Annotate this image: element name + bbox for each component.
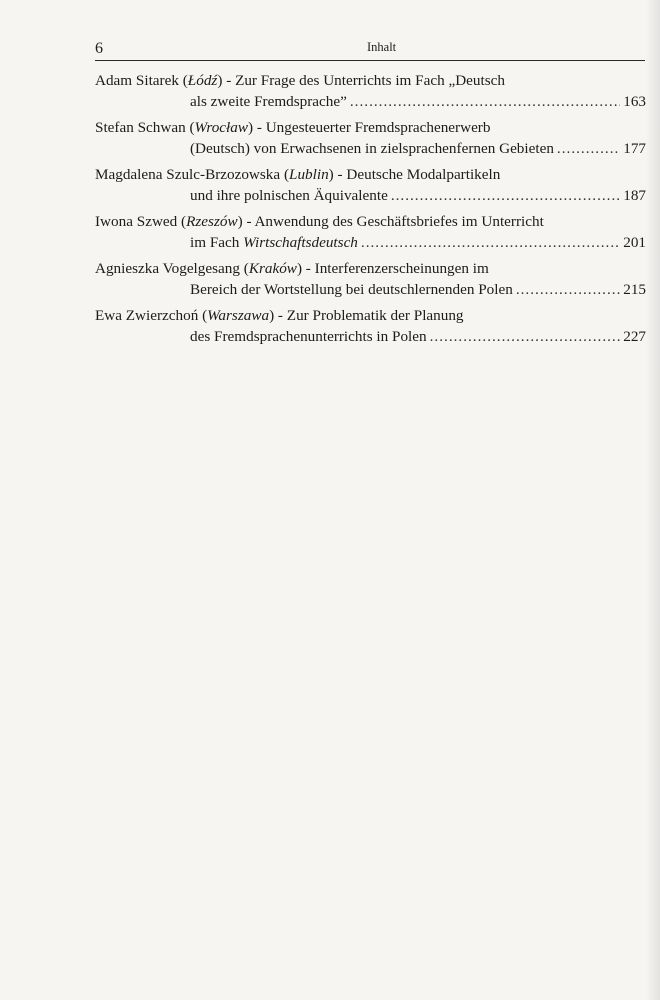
toc-entry-first-line: Ewa Zwierzchoń (Warszawa) - Zur Problematik der Planung bbox=[95, 307, 464, 324]
dot-leader bbox=[350, 91, 620, 112]
toc-entry-first-line: Stefan Schwan (Wrocław) - Ungesteuerter Fremdsprachenerwerb bbox=[95, 119, 491, 136]
author-city: Rzeszów bbox=[186, 213, 238, 230]
toc-entry-first-line: Magdalena Szulc-Brzozowska (Lublin) - Deutsche Modalpartikeln bbox=[95, 166, 501, 183]
toc-entry-first-line: Iwona Szwed (Rzeszów) - Anwendung des Geschäftsbriefes im Unterricht bbox=[95, 213, 544, 230]
title-part-2: und ihre polnischen Äquivalente bbox=[190, 187, 388, 204]
toc-entry bbox=[95, 117, 646, 159]
author-name: Stefan Schwan bbox=[95, 119, 186, 136]
page-edge-shadow bbox=[646, 0, 660, 1000]
entry-page-number: 201 bbox=[623, 234, 646, 251]
dot-leader bbox=[391, 185, 620, 206]
author-name: Ewa Zwierzchoń bbox=[95, 307, 199, 324]
title-part-2: (Deutsch) von Erwachsenen in zielsprachenfernen Gebieten bbox=[190, 140, 554, 157]
toc-entry-second-line bbox=[95, 279, 646, 300]
author-city: Lublin bbox=[289, 166, 329, 183]
entry-page-number: 227 bbox=[623, 328, 646, 345]
author-city: Łódź bbox=[187, 72, 218, 89]
author-name: Agnieszka Vogelgesang bbox=[95, 260, 240, 277]
dot-leader bbox=[557, 138, 620, 159]
toc-entry-first-line: Agnieszka Vogelgesang (Kraków) - Interferenzerscheinungen im bbox=[95, 260, 489, 277]
title-part-2 bbox=[190, 232, 358, 253]
running-head: Inhalt bbox=[367, 40, 397, 54]
toc-entry-first-line: Adam Sitarek (Łódź) - Zur Frage des Unterrichts im Fach „Deutsch bbox=[95, 72, 505, 89]
toc-entry-second-line bbox=[95, 232, 646, 253]
toc-entry bbox=[95, 258, 646, 300]
author-name: Adam Sitarek bbox=[95, 72, 179, 89]
title-part-1: Deutsche Modalpartikeln bbox=[346, 166, 501, 183]
dot-leader bbox=[430, 326, 621, 347]
entry-page-number: 177 bbox=[623, 140, 646, 157]
title-part-1: Ungesteuerter Fremdsprachenerwerb bbox=[265, 119, 491, 136]
toc-entry bbox=[95, 164, 646, 206]
title-part-1: Interferenzerscheinungen im bbox=[314, 260, 489, 277]
toc-entry-second-line bbox=[95, 185, 646, 206]
table-of-contents bbox=[95, 70, 646, 352]
toc-entry-second-line bbox=[95, 138, 646, 159]
entry-page-number: 187 bbox=[623, 187, 646, 204]
author-city: Wrocław bbox=[194, 119, 248, 136]
title-part-1: Zur Frage des Unterrichts im Fach „Deutsch bbox=[235, 72, 505, 89]
title-part-2: Bereich der Wortstellung bei deutschlernenden Polen bbox=[190, 281, 513, 298]
title-part-2: des Fremdsprachenunterrichts in Polen bbox=[190, 328, 427, 345]
page-number: 6 bbox=[95, 40, 103, 57]
dot-leader bbox=[516, 279, 620, 300]
toc-entry-second-line bbox=[95, 91, 646, 112]
entry-page-number: 163 bbox=[623, 93, 646, 110]
author-name: Magdalena Szulc-Brzozowska bbox=[95, 166, 281, 183]
entry-page-number: 215 bbox=[623, 281, 646, 298]
title-part-2-plain: im Fach bbox=[190, 234, 240, 251]
author-city: Kraków bbox=[248, 260, 297, 277]
title-part-2: als zweite Fremdsprache” bbox=[190, 93, 347, 110]
title-part-1: Zur Problematik der Planung bbox=[286, 307, 464, 324]
title-part-1: Anwendung des Geschäftsbriefes im Unterricht bbox=[254, 213, 544, 230]
toc-entry bbox=[95, 70, 646, 112]
page-header bbox=[95, 38, 645, 61]
toc-entry bbox=[95, 305, 646, 347]
author-name: Iwona Szwed bbox=[95, 213, 178, 230]
dot-leader bbox=[361, 232, 620, 253]
author-city: Warszawa bbox=[207, 307, 270, 324]
toc-entry-second-line bbox=[95, 326, 646, 347]
toc-entry bbox=[95, 211, 646, 253]
title-part-2-italic: Wirtschaftsdeutsch bbox=[243, 234, 358, 251]
